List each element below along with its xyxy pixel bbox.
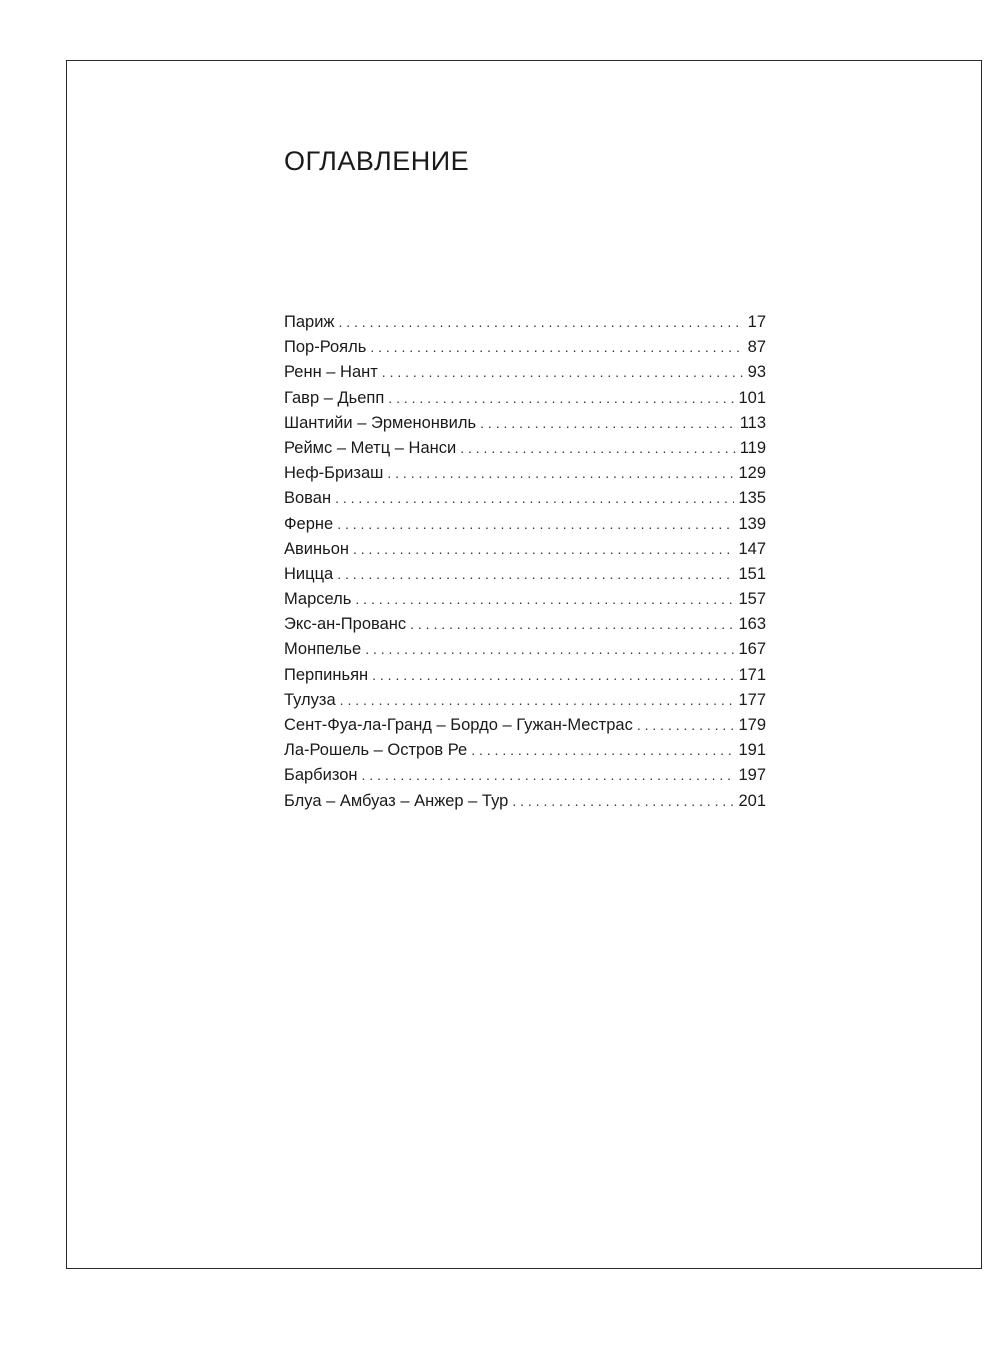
dot-leader [370,335,743,360]
dot-leader [512,789,734,814]
toc-entry[interactable] [284,310,766,335]
toc-entry-page: 101 [738,388,766,407]
toc-entry-page: 171 [738,665,766,684]
toc-entry[interactable] [284,789,766,814]
toc-entry-label: Реймс – Метц – Нанси [284,438,457,457]
toc-entry[interactable] [284,713,766,738]
dot-leader [382,360,744,385]
toc-entry-label: Барбизон [284,766,358,785]
toc-entry-page: 157 [738,590,766,609]
toc-entry-label: Неф-Бризаш [284,464,384,483]
toc-entry-label: Блуа – Амбуаз – Анжер – Тур [284,791,509,810]
dot-leader [480,411,736,436]
dot-leader [387,461,734,486]
dot-leader [338,310,743,335]
toc-entry-label: Гавр – Дьепп [284,388,385,407]
toc-entry-page: 139 [738,514,766,533]
toc-entry-page: 163 [738,615,766,634]
toc-entry-label: Марсель [284,590,352,609]
toc-entry[interactable] [284,612,766,637]
toc-entry-page: 147 [738,539,766,558]
toc-entry-page: 93 [747,363,766,382]
toc-entry-label: Перпиньян [284,665,369,684]
toc-entry[interactable] [284,461,766,486]
toc-entry-label: Ренн – Нант [284,363,378,382]
toc-entry-page: 179 [738,716,766,734]
dot-leader [637,713,735,738]
toc-entry-label: Монпелье [284,640,362,659]
toc-entry[interactable] [284,386,766,411]
toc-entry-label: Шантийи – Эрменонвиль [284,413,477,432]
toc-entry-label: Ницца [284,564,334,583]
toc-entry[interactable] [284,587,766,612]
dot-leader [362,763,735,788]
dot-leader [372,663,734,688]
toc-entry[interactable] [284,637,766,662]
toc-entry-label: Тулуза [284,690,336,709]
toc-entry-page: 119 [739,438,766,457]
toc-entry[interactable] [284,512,766,537]
toc-entry[interactable] [284,486,766,511]
toc-entry-page: 197 [738,766,766,785]
toc-entry-label: Ферне [284,514,334,533]
page-title: ОГЛАВЛЕНИЕ [284,146,470,176]
toc-entry-page: 201 [738,791,766,810]
toc-entry-label: Авиньон [284,539,349,558]
toc-entry[interactable] [284,738,766,763]
dot-leader [388,386,734,411]
dot-leader [410,612,734,637]
toc-entry[interactable] [284,688,766,713]
toc-entry[interactable] [284,436,766,461]
toc-entry-page: 87 [747,338,766,357]
toc-entry[interactable] [284,335,766,360]
toc-entry-page: 177 [738,690,766,709]
toc-entry-page: 167 [738,640,766,659]
toc-entry[interactable] [284,663,766,688]
dot-leader [335,486,734,511]
dot-leader [365,637,734,662]
dot-leader [340,688,735,713]
toc-entry-label: Ла-Рошель – Остров Ре [284,741,468,760]
toc-entry-label: Сент-Фуа-ла-Гранд – Бордо – Гужан-Местрас [284,716,633,734]
toc-entry[interactable] [284,360,766,385]
toc-entry-page: 129 [738,464,766,483]
table-of-contents [284,310,766,814]
toc-entry[interactable] [284,562,766,587]
dot-leader [337,512,734,537]
toc-entry-page: 151 [738,564,766,583]
toc-entry[interactable] [284,411,766,436]
dot-leader [460,436,735,461]
toc-entry-label: Пор-Рояль [284,338,367,357]
dot-leader [353,537,734,562]
toc-entry-label: Экс-ан-Прованс [284,615,407,634]
dot-leader [471,738,734,763]
dot-leader [337,562,734,587]
toc-entry-label: Париж [284,313,335,331]
toc-entry[interactable] [284,763,766,788]
toc-entry-page: 135 [738,489,766,508]
toc-entry-page: 191 [738,741,766,760]
toc-entry-page: 113 [739,413,766,432]
toc-entry-page: 17 [747,313,766,331]
toc-entry-label: Вован [284,489,332,508]
dot-leader [355,587,734,612]
toc-entry[interactable] [284,537,766,562]
